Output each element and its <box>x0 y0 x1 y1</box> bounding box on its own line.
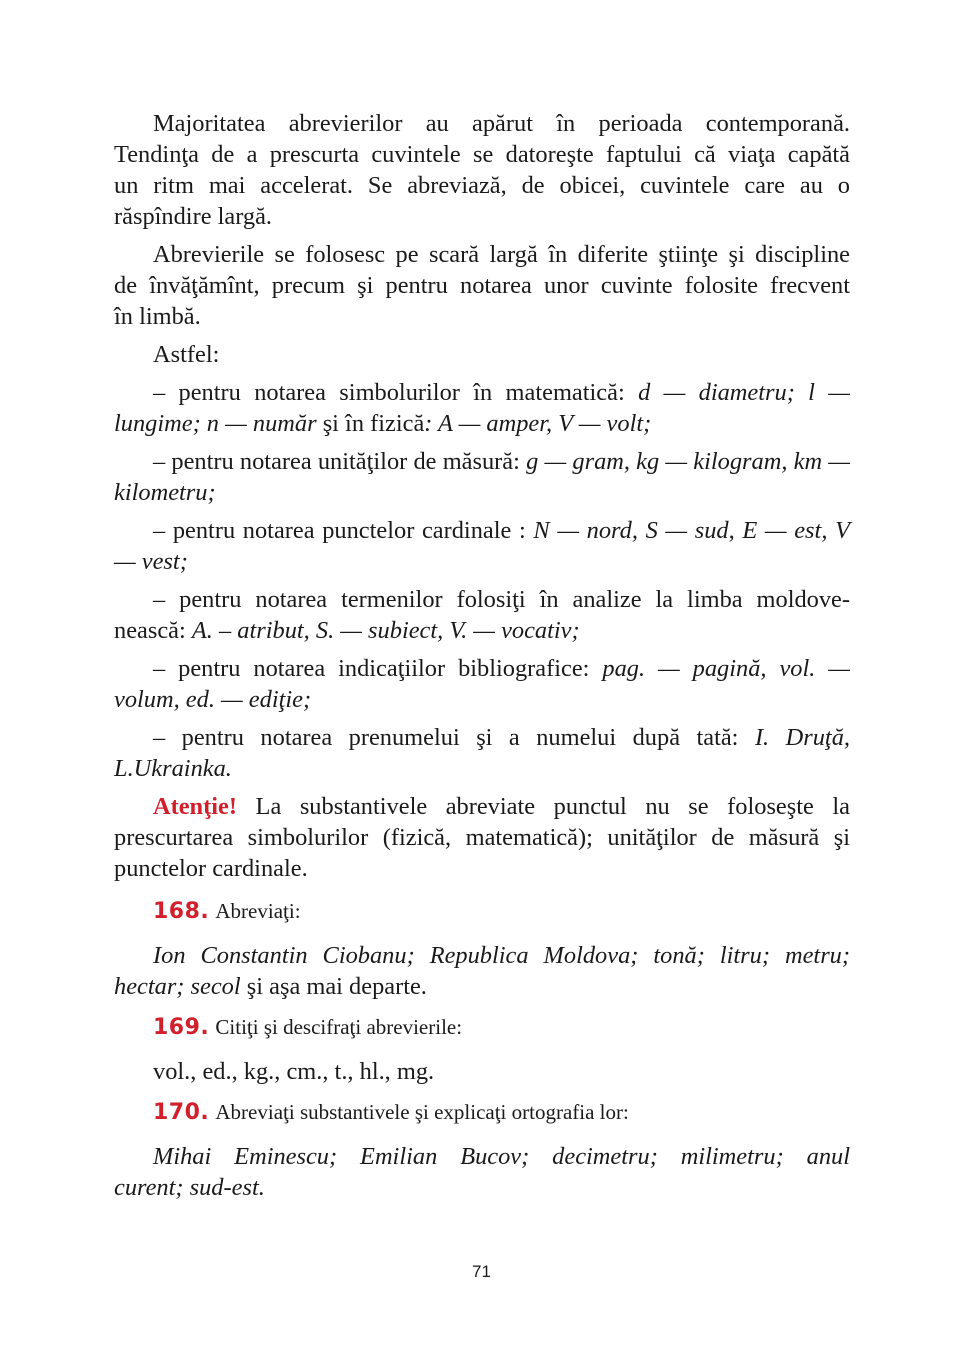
bullet-italic: : A — amper, V — volt; <box>424 410 652 437</box>
text-line: prescurtarea simbolurilor (fizică, matematică); unităţilor de măsură şi <box>114 824 850 851</box>
text-line: un ritm mai accelerat. Se abreviază, de obicei, cuvintele care au o <box>114 172 850 199</box>
bullet-text: – pentru notarea unităţilor de măsură: <box>153 448 520 475</box>
bullet-bibliography <box>114 653 850 715</box>
exercise-italic-text: hectar; secol <box>114 973 241 1000</box>
bullet-italic: L.Ukrainka. <box>114 755 232 782</box>
exercise-169-content: vol., ed., kg., cm., t., hl., mg. <box>153 1058 435 1085</box>
bullet-italic: lungime; n — număr <box>114 410 317 437</box>
note-attention <box>114 791 850 884</box>
exercise-italic-text: Ion Constantin Ciobanu; Republica Moldova; tonă; litru; metru; <box>153 942 850 969</box>
text-line: răspîndire largă. <box>114 203 273 230</box>
exercise-number: 170. <box>153 1100 210 1125</box>
exercise-task: Abreviaţi substantivele şi explicaţi ortografia lor: <box>215 1100 629 1124</box>
exercise-170-content <box>114 1141 850 1203</box>
bullet-text: – pentru notarea punctelor cardinale : <box>153 517 526 544</box>
bullet-units <box>114 446 850 508</box>
bullet-italic: V — vest; <box>114 517 850 575</box>
bullet-text: – pentru notarea prenumelui şi a numelui după tată: <box>153 724 739 751</box>
exercise-italic <box>114 1141 850 1172</box>
exercise-italic-text: curent; sud-est. <box>114 1174 265 1201</box>
exercise-task: Abreviaţi: <box>215 899 301 923</box>
exercise-tail: şi aşa mai departe. <box>246 973 427 1000</box>
bullet-text: nească: <box>114 617 186 644</box>
paragraph-usage <box>114 239 850 332</box>
bullet-italic: A. – atribut, S. — subiect, V. — vocativ; <box>191 617 580 644</box>
exercise-number: 169. <box>153 1015 210 1040</box>
exercise-170-header <box>114 1097 850 1128</box>
bullet-text: – pentru notarea indicaţiilor bibliografice: <box>153 655 590 682</box>
exercise-168-content <box>114 940 850 1002</box>
exercise-italic-text: Mihai Eminescu; Emilian Bucov; decimetru; milimetru; anul <box>153 1143 850 1170</box>
paragraph-astfel: Astfel: <box>153 341 220 368</box>
note-text: La substantivele abreviate punctul nu se foloseşte la <box>255 793 851 820</box>
text-line <box>114 615 850 646</box>
text-line: punctelor cardinale. <box>114 855 308 882</box>
bullet-names <box>114 722 850 784</box>
bullet-math <box>114 377 850 439</box>
exercise-task: Citiţi şi descifraţi abrevierile: <box>215 1015 463 1039</box>
bullet-text: şi în fizică <box>322 410 425 437</box>
bullet-italic: g — gram, kg — kilogram, <box>526 448 788 475</box>
bullet-italic: volum, ed. — ediţie; <box>114 686 312 713</box>
bullet-italic: I. Druţă, <box>754 724 850 751</box>
attention-label: Atenţie! <box>153 793 237 820</box>
bullet-text: – pentru notarea termenilor folosiţi în analize la limba moldove- <box>153 586 850 613</box>
text-line: Majoritatea abrevierilor au apărut în perioada contemporană. <box>153 110 850 137</box>
bullet-italic: d — diametru; l — <box>638 379 850 406</box>
exercise-italic <box>114 940 850 971</box>
page-body <box>114 108 850 1203</box>
exercise-169-header <box>114 1012 850 1043</box>
text-line: în limbă. <box>114 303 201 330</box>
bullet-italic: km — kilometru; <box>114 448 850 506</box>
exercise-number: 168. <box>153 899 210 924</box>
bullet-italic: pag. — pagină, vol. — <box>602 655 850 682</box>
text-line: Abrevierile se folosesc pe scară largă în diferite ştiinţe şi discipline <box>153 241 850 268</box>
page-number: 71 <box>472 1262 491 1281</box>
text-line <box>114 971 850 1002</box>
text-line: Tendinţa de a prescurta cuvintele se datoreşte faptului că viaţa capătă <box>114 141 850 168</box>
bullet-italic: N — nord, S — sud, E — est, <box>533 517 828 544</box>
bullet-text: – pentru notarea simbolurilor în matematică: <box>153 379 625 406</box>
exercise-italic <box>114 1172 850 1203</box>
text-line: de învăţămînt, precum şi pentru notarea unor cuvinte folosite frecvent <box>114 272 850 299</box>
paragraph-intro <box>114 108 850 232</box>
text-line <box>114 791 850 822</box>
bullet-cardinal <box>114 515 850 577</box>
exercise-168-header <box>114 896 850 927</box>
bullet-analysis <box>114 584 850 646</box>
